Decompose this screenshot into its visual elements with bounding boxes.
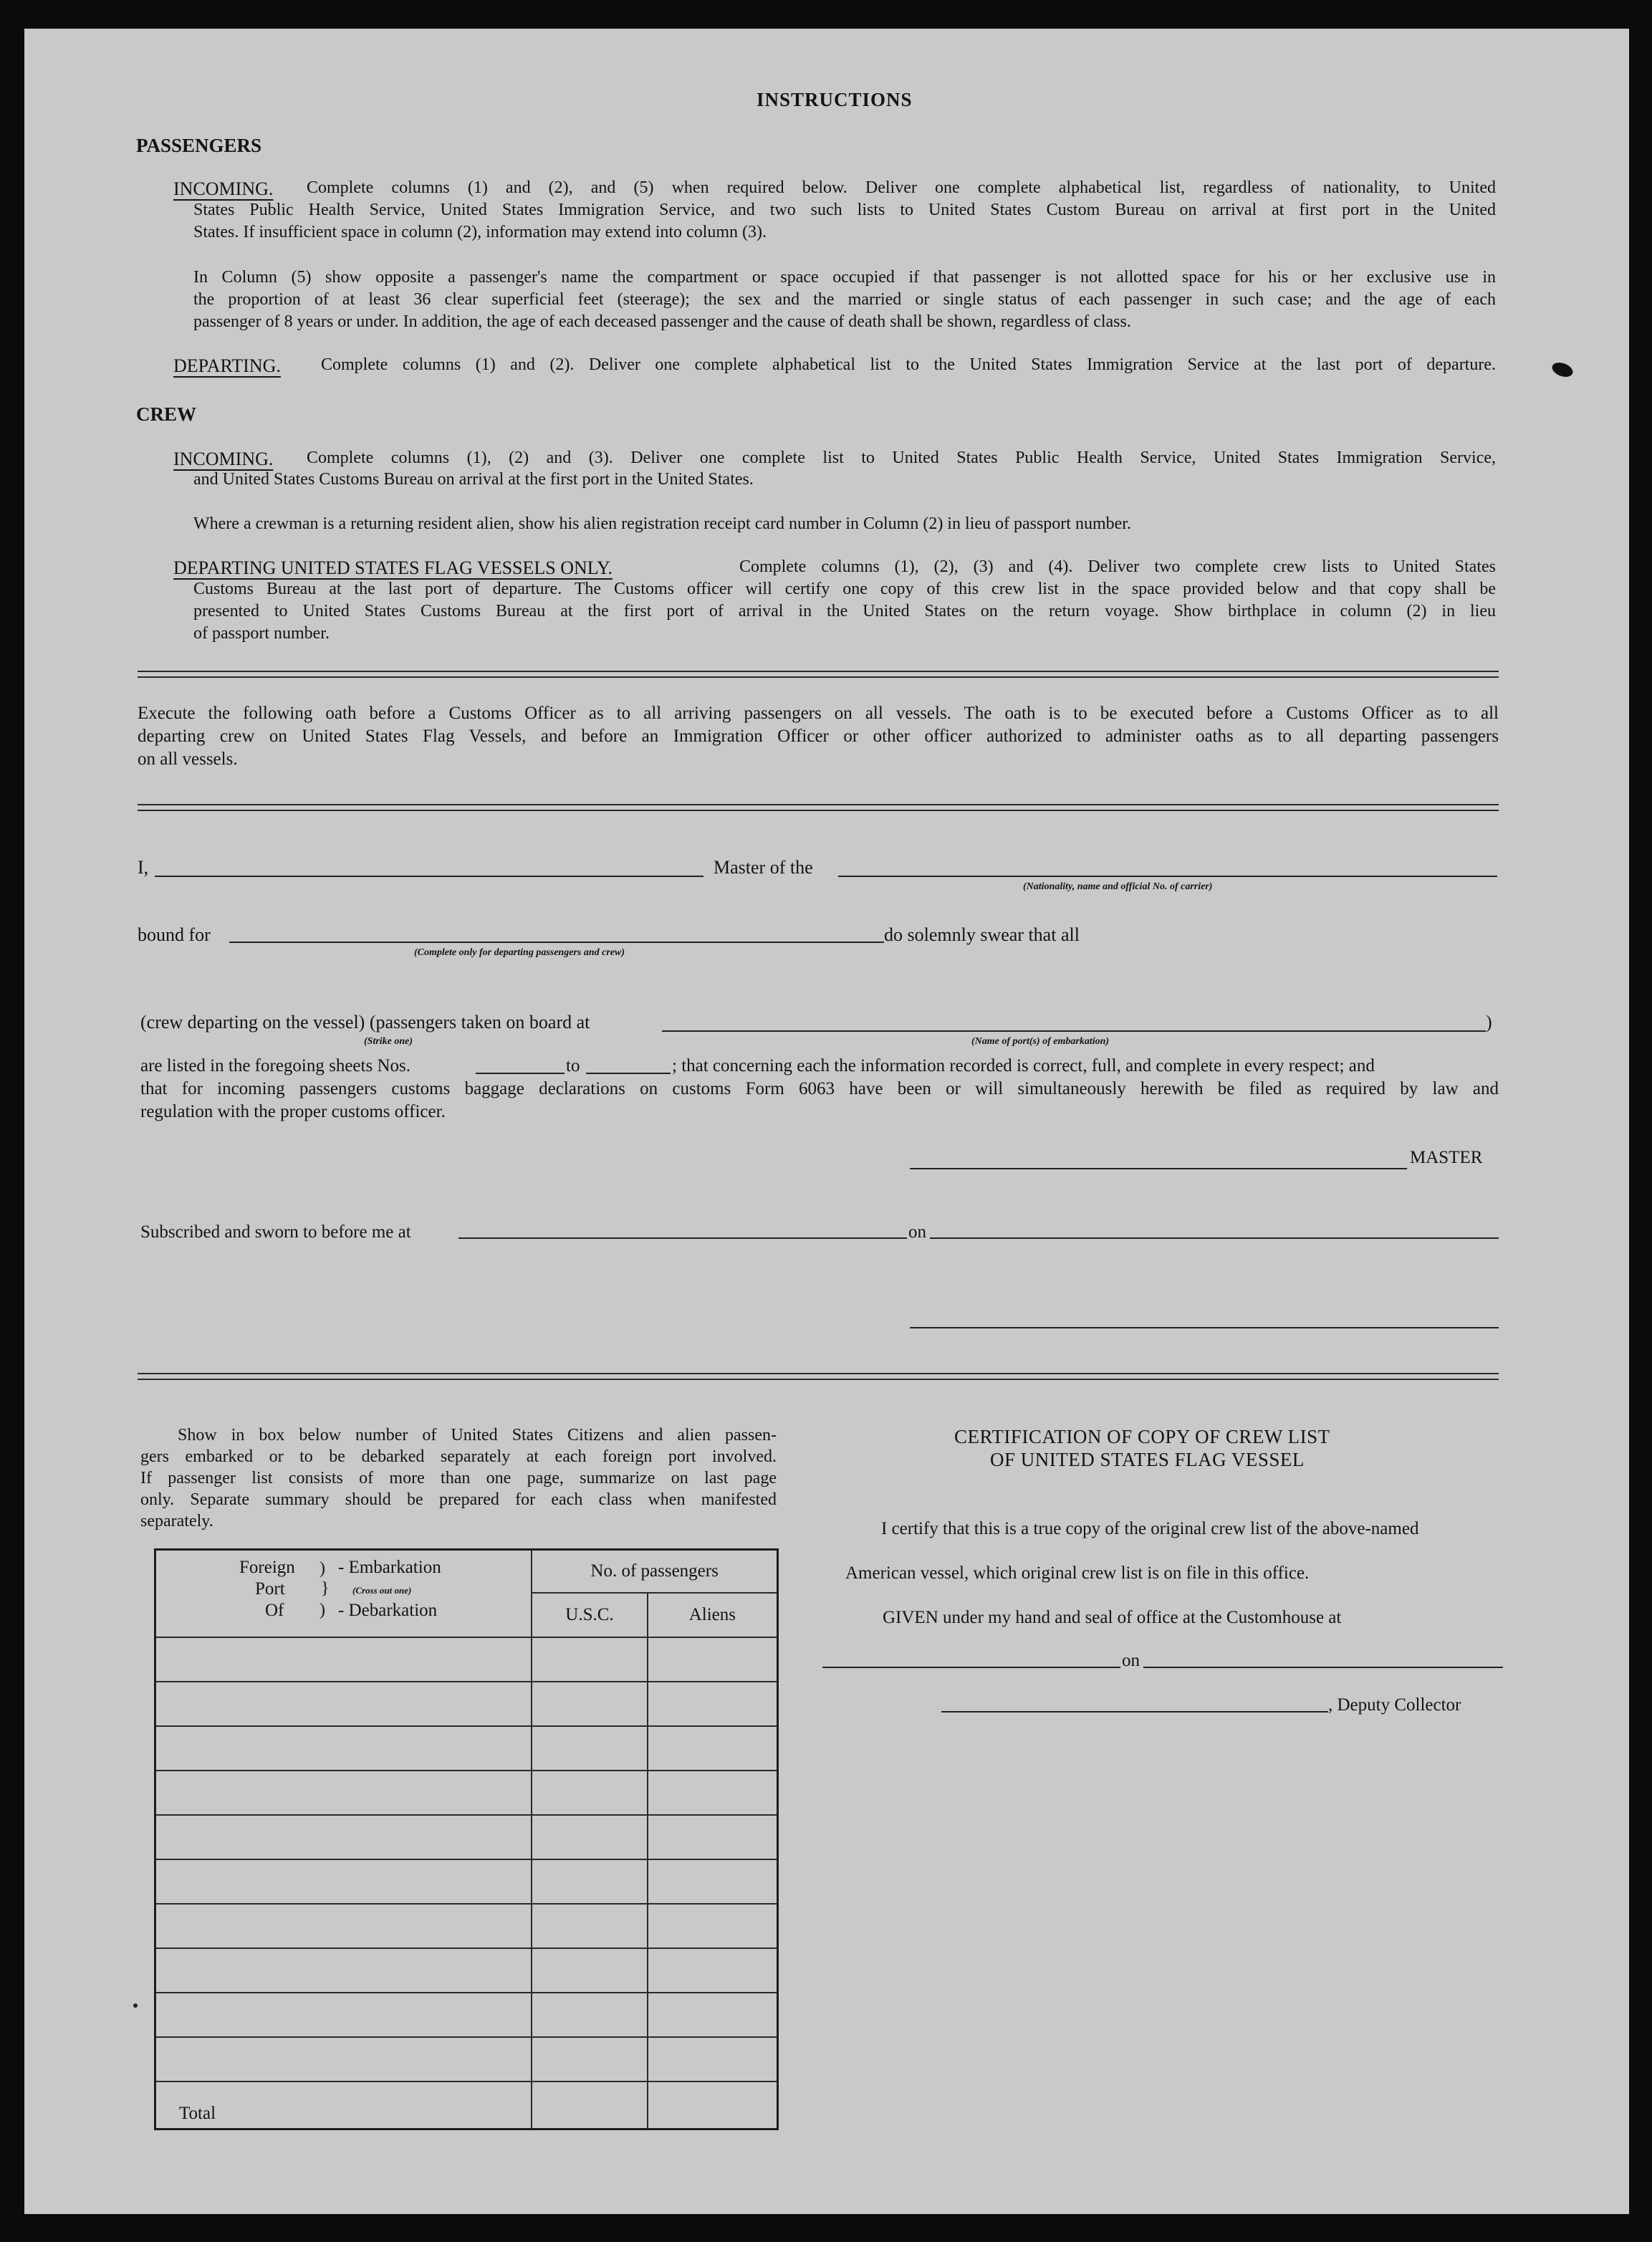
- listed-sheets-label: are listed in the foregoing sheets Nos.: [140, 1056, 410, 1076]
- total-aliens-cell[interactable]: [648, 2081, 778, 2130]
- summary-text-line: separately.: [140, 1512, 213, 1530]
- deputy-collector-label: , Deputy Collector: [1328, 1695, 1461, 1715]
- crewman-text: Where a crewman is a returning resident alien, show his alien registration receipt card number in Column (2) in lieu of passport number.: [193, 514, 1131, 533]
- certification-title-line: OF UNITED STATES FLAG VESSEL: [990, 1449, 1305, 1470]
- aliens-cell[interactable]: [648, 1993, 778, 2037]
- aliens-cell[interactable]: [648, 1859, 778, 1904]
- carrier-field[interactable]: [838, 876, 1497, 877]
- subscribed-label: Subscribed and sworn to before me at: [140, 1222, 411, 1242]
- column5-text-line: the proportion of at least 36 clear superficial feet (steerage); the sex and the married or single status of each passenger in such case; and the age of each: [193, 290, 1496, 309]
- strike-one-caption: (Strike one): [364, 1036, 413, 1047]
- brace-mark: ): [320, 1559, 325, 1578]
- given-line: GIVEN under my hand and seal of office at the Customhouse at: [883, 1608, 1342, 1627]
- port-cell[interactable]: [155, 1771, 532, 1815]
- flag-vessels-text-line: Customs Bureau at the last port of departure. The Customs officer will certify one copy of this crew list in the space provided below and that copy shall be: [193, 580, 1496, 598]
- certify-line: American vessel, which original crew list is on file in this office.: [845, 1563, 1310, 1583]
- departing-label: DEPARTING.: [173, 355, 281, 376]
- incoming-text-line: Complete columns (1) and (2), and (5) when required below. Deliver one complete alphabetical list, regardless of nationality, to United: [307, 178, 1496, 197]
- header-embarkation: - Embarkation: [338, 1558, 441, 1577]
- flag-vessels-text-line: Complete columns (1), (2), (3) and (4). Deliver two complete crew lists to United States: [739, 557, 1496, 576]
- sworn-on-label: on: [908, 1222, 926, 1242]
- port-cell[interactable]: [155, 1859, 532, 1904]
- certification-on-label: on: [1122, 1651, 1140, 1670]
- bound-for-field[interactable]: [229, 942, 884, 943]
- section-divider: [138, 810, 1499, 811]
- incoming-text-line: States. If insufficient space in column (2), information may extend into column (3).: [193, 223, 767, 241]
- table-row: [155, 1771, 778, 1815]
- total-row: [155, 2081, 778, 2130]
- summary-text-line: Show in box below number of United States Citizens and alien passen-: [178, 1426, 777, 1445]
- aliens-cell[interactable]: [648, 1726, 778, 1771]
- departing-text: Complete columns (1) and (2). Deliver one complete alphabetical list to the United States Immigration Service at the last port of departure.: [321, 355, 1496, 374]
- complete-only-caption: (Complete only for departing passengers and crew): [414, 947, 625, 958]
- cross-out-caption: (Cross out one): [352, 1585, 412, 1596]
- total-usc-cell[interactable]: [532, 2081, 647, 2130]
- listed-line: that for incoming passengers customs baggage declarations on customs Form 6063 have been or will simultaneously herewith be filed as required by law and: [140, 1079, 1499, 1098]
- master-of-the-label: Master of the: [714, 857, 813, 878]
- crew-departing-label: (crew departing on the vessel) (passengers taken on board at: [140, 1012, 590, 1033]
- foreign-port-header: [155, 1550, 532, 1638]
- master-name-field[interactable]: [155, 876, 703, 877]
- summary-text-line: gers embarked or to be debarked separately at each foreign port involved.: [140, 1447, 777, 1466]
- no-passengers-header: No. of passengers: [532, 1550, 777, 1594]
- aliens-cell[interactable]: [648, 1948, 778, 1993]
- passengers-heading: PASSENGERS: [136, 135, 262, 156]
- table-row: [155, 1993, 778, 2037]
- instructions-title: INSTRUCTIONS: [757, 89, 913, 110]
- usc-cell[interactable]: [532, 1815, 647, 1859]
- listed-line: regulation with the proper customs officer.: [140, 1102, 446, 1121]
- aliens-cell[interactable]: [648, 2037, 778, 2081]
- usc-cell[interactable]: [532, 2037, 647, 2081]
- port-cell[interactable]: [155, 2037, 532, 2081]
- master-label: MASTER: [1410, 1148, 1483, 1167]
- section-divider: [138, 1373, 1499, 1374]
- brace-mark: }: [321, 1579, 330, 1598]
- section-divider: [138, 671, 1499, 672]
- incoming-text-line: States Public Health Service, United States Immigration Service, and two such lists to United States Custom Bureau on arrival at first port in the United: [193, 201, 1496, 219]
- certification-title-line: CERTIFICATION OF COPY OF CREW LIST: [954, 1426, 1330, 1447]
- sheets-to-field[interactable]: [586, 1073, 671, 1074]
- total-label-cell: [155, 2081, 532, 2130]
- usc-cell[interactable]: [532, 1993, 647, 2037]
- port-cell[interactable]: [155, 1682, 532, 1726]
- incoming-label: INCOMING.: [173, 178, 274, 199]
- total-label: Total: [179, 2104, 216, 2123]
- summary-text-line: If passenger list consists of more than one page, summarize on last page: [140, 1469, 777, 1488]
- port-cell[interactable]: [155, 1815, 532, 1859]
- passenger-summary-table: [154, 1548, 779, 2130]
- usc-cell[interactable]: [532, 1771, 647, 1815]
- port-cell[interactable]: [155, 1637, 532, 1682]
- port-of-embarkation-field[interactable]: [662, 1030, 1486, 1032]
- table-row: [155, 2037, 778, 2081]
- flag-vessels-label: DEPARTING UNITED STATES FLAG VESSELS ONLY.: [173, 557, 613, 578]
- port-cell[interactable]: [155, 1948, 532, 1993]
- section-divider: [138, 1379, 1499, 1380]
- scan-mark: [133, 2003, 138, 2008]
- table-row: [155, 1682, 778, 1726]
- crew-incoming-text-line: and United States Customs Bureau on arrival at the first port in the United States.: [193, 470, 754, 489]
- usc-cell[interactable]: [532, 1682, 647, 1726]
- usc-cell[interactable]: [532, 1948, 647, 1993]
- bound-for-label: bound for: [138, 924, 211, 945]
- header-debarkation: - Debarkation: [338, 1601, 438, 1620]
- oath-intro-line: Execute the following oath before a Customs Officer as to all arriving passengers on all vessels. The oath is to be executed before a Customs Officer as to all: [138, 704, 1499, 723]
- sheets-from-field[interactable]: [476, 1073, 565, 1074]
- summary-text-line: only. Separate summary should be prepared for each class when manifested: [140, 1490, 777, 1509]
- brace-mark: ): [320, 1601, 325, 1619]
- table-row: [155, 1948, 778, 1993]
- header-of: Of: [265, 1601, 284, 1620]
- table-row: [155, 1815, 778, 1859]
- header-port: Port: [255, 1579, 285, 1599]
- do-solemnly-label: do solemnly swear that all: [884, 924, 1080, 945]
- crew-heading: CREW: [136, 403, 197, 425]
- crew-incoming-label: INCOMING.: [173, 449, 274, 469]
- port-cell[interactable]: [155, 1726, 532, 1771]
- aliens-cell[interactable]: [648, 1637, 778, 1682]
- oath-intro-line: on all vessels.: [138, 749, 238, 769]
- flag-vessels-text-line: of passport number.: [193, 624, 330, 643]
- usc-cell[interactable]: [532, 1726, 647, 1771]
- aliens-cell[interactable]: [648, 1904, 778, 1948]
- table-row: [155, 1859, 778, 1904]
- sworn-date-field[interactable]: [930, 1237, 1499, 1239]
- flag-vessels-text-line: presented to United States Customs Bureau at the first port of arrival in the United States on the return voyage. Show birthplace in column (2) in lieu: [193, 602, 1496, 621]
- table-row: [155, 1637, 778, 1682]
- table-row: [155, 1904, 778, 1948]
- usc-cell[interactable]: [532, 1859, 647, 1904]
- usc-header: U.S.C.: [532, 1593, 647, 1637]
- deputy-signature-field[interactable]: [941, 1711, 1328, 1712]
- nationality-caption: (Nationality, name and official No. of carrier): [1023, 881, 1213, 892]
- usc-cell[interactable]: [532, 1904, 647, 1948]
- section-divider: [138, 676, 1499, 678]
- port-cell[interactable]: [155, 1993, 532, 2037]
- close-paren: ): [1486, 1012, 1492, 1033]
- aliens-cell[interactable]: [648, 1682, 778, 1726]
- sworn-place-field[interactable]: [458, 1237, 907, 1239]
- crew-incoming-text-line: Complete columns (1), (2) and (3). Deliver one complete list to United States Public Health Service, United States Immigration Service,: [307, 449, 1496, 467]
- master-signature-field[interactable]: [910, 1168, 1407, 1169]
- oath-i-label: I,: [138, 857, 149, 878]
- certify-line: I certify that this is a true copy of the original crew list of the above-named: [881, 1519, 1419, 1538]
- header-foreign: Foreign: [239, 1558, 295, 1577]
- customhouse-field[interactable]: [822, 1667, 1120, 1668]
- sheets-to-label: to: [566, 1056, 580, 1076]
- aliens-cell[interactable]: [648, 1771, 778, 1815]
- column5-text-line: In Column (5) show opposite a passenger's name the compartment or space occupied if that passenger is not allotted space for his or her exclusive use in: [193, 268, 1496, 287]
- port-cell[interactable]: [155, 1904, 532, 1948]
- column5-text-line: passenger of 8 years or under. In addition, the age of each deceased passenger and the cause of death shall be shown, regardless of class.: [193, 312, 1131, 331]
- usc-cell[interactable]: [532, 1637, 647, 1682]
- officer-signature-field[interactable]: [910, 1327, 1499, 1328]
- certification-date-field[interactable]: [1143, 1667, 1503, 1668]
- port-caption: (Name of port(s) of embarkation): [971, 1036, 1110, 1047]
- aliens-header: Aliens: [648, 1593, 778, 1637]
- listed-line: ; that concerning each the information recorded is correct, full, and complete in every respect; and: [672, 1056, 1375, 1076]
- aliens-cell[interactable]: [648, 1815, 778, 1859]
- oath-intro-line: departing crew on United States Flag Vessels, and before an Immigration Officer or other officer authorized to administer oaths as to all departing passengers: [138, 727, 1499, 746]
- section-divider: [138, 804, 1499, 805]
- table-row: [155, 1726, 778, 1771]
